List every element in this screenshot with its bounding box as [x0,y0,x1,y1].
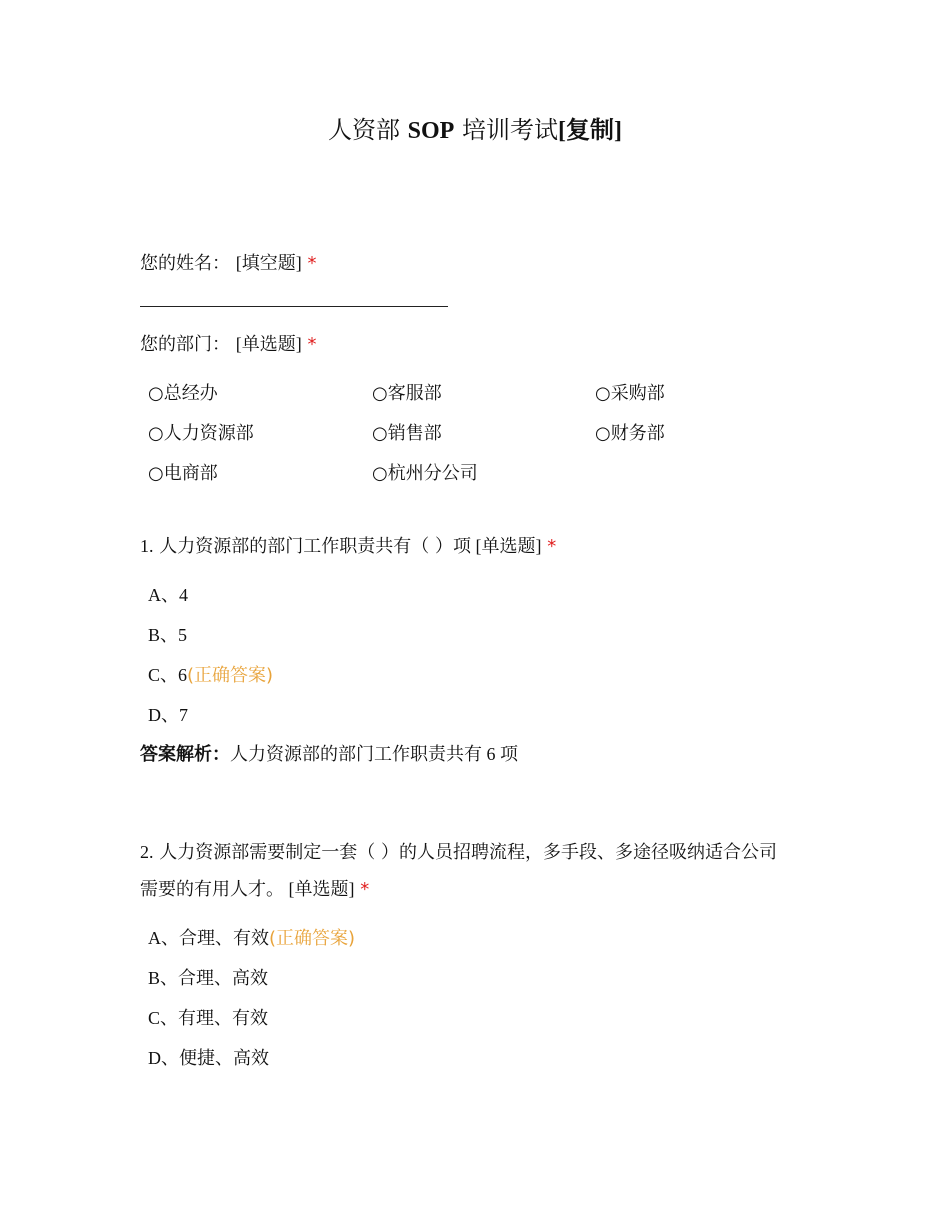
dept-question [140,326,316,363]
q1-option-a[interactable] [148,581,188,607]
question-number: 1. [140,536,154,556]
answer-analysis [140,740,518,766]
dept-option[interactable]: ○杭州分公司 [372,463,478,484]
dept-option[interactable]: ○财务部 [595,423,665,444]
question-number: 2. [140,842,154,862]
question-text-line1: 人力资源部需要制定一套（ ）的人员招聘流程，多手段、多途径吸纳适合公司 [153,842,777,863]
correct-answer-label: (正确答案) [187,665,274,686]
q2-option-a[interactable] [148,924,355,950]
q1-option-b[interactable] [148,621,187,647]
correct-answer-label: (正确答案) [269,928,356,949]
name-question [140,245,316,282]
option-letter: C、 [148,1008,179,1028]
analysis-tail: 项 [500,744,518,765]
question-text: 人力资源部的部门工作职责共有（ ）项 [153,536,471,557]
required-marker: * [307,334,317,355]
question-2 [140,834,777,908]
title-middle: 培训考试 [454,116,558,144]
required-marker: * [547,536,557,557]
option-letter: A、 [148,585,179,605]
dept-option[interactable]: ○人力资源部 [148,423,254,444]
q1-option-d[interactable] [148,701,188,727]
analysis-label: 答案解析： [140,744,230,765]
question-type-tag: [填空题] [235,253,302,273]
q1-option-c[interactable] [148,661,273,687]
dept-option[interactable]: ○采购部 [595,383,665,404]
analysis-number: 6 [482,744,500,764]
option-letter: C、 [148,665,179,685]
option-text: 7 [179,705,188,725]
q2-option-d[interactable] [148,1044,269,1070]
name-question-label: 您的姓名： [140,253,230,274]
q2-option-c[interactable] [148,1004,268,1030]
option-letter: D、 [148,705,179,725]
option-text: 5 [178,625,188,645]
option-letter: A、 [148,928,179,948]
required-marker: * [360,879,370,900]
dept-question-label: 您的部门： [140,334,230,355]
q2-option-b[interactable] [148,964,268,990]
question-type-tag: [单选题] [284,879,355,899]
option-text: 合理、高效 [178,968,269,989]
option-letter: D、 [148,1048,179,1068]
dept-option[interactable]: ○销售部 [372,423,442,444]
option-letter: B、 [148,625,179,645]
option-text: 4 [179,585,188,605]
question-text-line2: 需要的有用人才。 [140,879,284,900]
required-marker: * [307,253,317,274]
option-text: 便捷、高效 [179,1048,269,1069]
title-prefix: 人资部 [328,116,408,144]
page-title [0,110,950,145]
option-text: 合理、有效 [179,928,269,949]
name-answer-blank[interactable] [140,306,448,307]
question-type-tag: [单选题] [470,536,542,556]
dept-option[interactable]: ○总经办 [148,383,218,404]
dept-option[interactable]: ○电商部 [148,463,218,484]
analysis-text: 人力资源部的部门工作职责共有 [230,744,482,765]
option-text: 6 [178,665,188,685]
title-bold: SOP [407,118,455,144]
title-suffix: [复制] [557,118,622,144]
question-1 [140,528,556,565]
question-type-tag: [单选题] [235,334,302,354]
option-letter: B、 [148,968,179,988]
option-text: 有理、有效 [178,1008,269,1029]
dept-option[interactable]: ○客服部 [372,383,442,404]
